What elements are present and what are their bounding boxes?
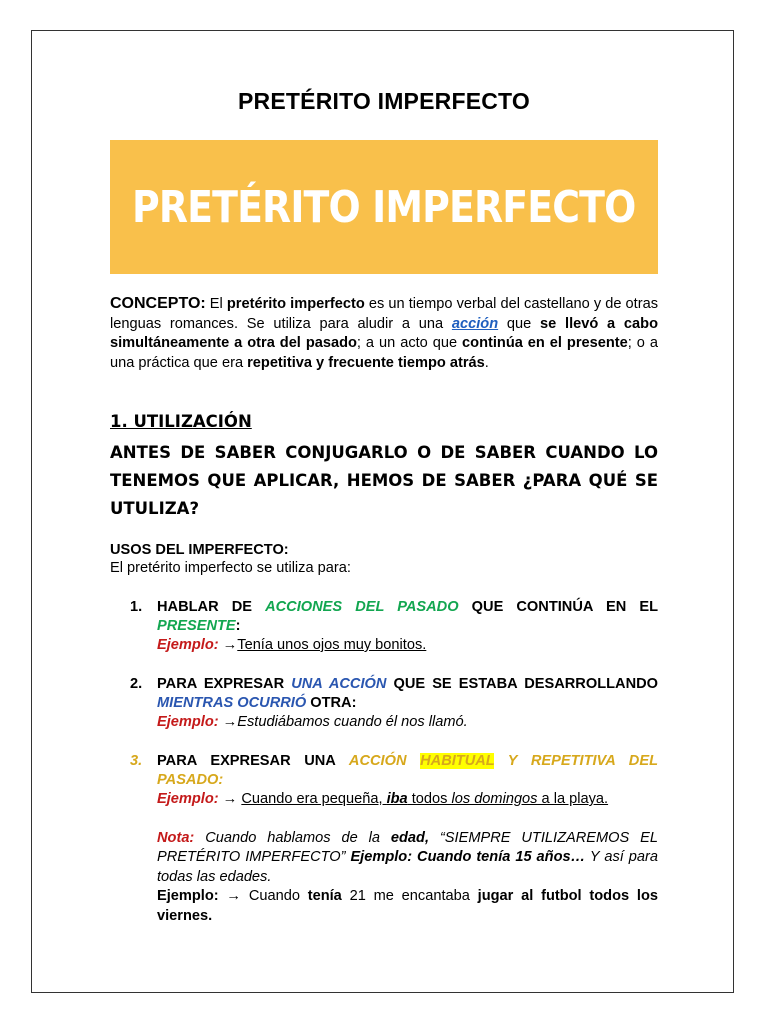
example-label: Ejemplo: <box>157 888 219 905</box>
concept-bold: se llevó a cabo simultáneamente a otra del pasado <box>110 315 658 352</box>
concept-paragraph <box>110 294 658 373</box>
accion-link[interactable]: acción <box>451 315 499 332</box>
list-item <box>130 752 658 809</box>
usos-heading: USOS DEL IMPERFECTO: <box>110 542 289 558</box>
arrow-icon: → <box>218 791 242 807</box>
concept-bold: repetitiva y frecuente tiempo atrás <box>247 354 485 371</box>
example-text: Tenía unos ojos muy bonitos. <box>237 637 427 653</box>
arrow-icon: → <box>218 637 238 653</box>
nota-bold: edad, <box>390 830 430 846</box>
example-label: Ejemplo: <box>157 791 219 807</box>
arrow-icon: → <box>218 888 249 905</box>
example-bold: jugar al futbol todos los viernes. <box>157 888 659 924</box>
title-banner-image <box>110 140 658 274</box>
item-highlight: Y REPETITIVA DEL PASADO: <box>157 753 658 788</box>
concept-text: ; o a una práctica que era <box>110 335 658 371</box>
example-part: los domingos <box>451 791 538 807</box>
nota-bold: Ejemplo: Cuando tenía 15 años… <box>350 849 586 866</box>
page-title: PRETÉRITO IMPERFECTO <box>238 88 530 114</box>
nota-label: Nota: <box>157 830 195 846</box>
nota-paragraph <box>157 829 658 926</box>
usos-intro: El pretérito imperfecto se utiliza para: <box>110 560 351 576</box>
item-text: QUE SE ESTABA DESARROLLANDO <box>386 676 658 692</box>
example-label: Ejemplo: <box>157 714 219 730</box>
example-part: iba <box>386 791 408 807</box>
concept-text: es un tiempo verbal del castellano y de otras lenguas romances. Se utiliza para aludir a una <box>110 296 658 332</box>
item-highlight: ACCIONES DEL PASADO <box>265 599 459 615</box>
example-text: 21 me encantaba <box>341 888 478 905</box>
concept-text: que <box>498 315 541 332</box>
item-text: OTRA: <box>306 695 357 711</box>
example-bold: tenía <box>307 888 342 905</box>
example-text <box>241 791 608 807</box>
nota-text: Y así para todas las edades. <box>157 849 658 885</box>
nota-text: “SIEMPRE UTILIZAREMOS EL PRETÉRITO IMPERFECTO” <box>157 830 659 866</box>
item-highlight: UNA ACCIÓN <box>291 676 387 692</box>
list-item <box>130 675 658 732</box>
concept-bold: continúa en el presente <box>462 335 628 352</box>
example-part: a la playa. <box>537 791 609 807</box>
item-text: : <box>235 618 241 634</box>
example-text: Estudiábamos cuando él nos llamó. <box>237 714 468 730</box>
item-number: 1. <box>130 599 143 615</box>
item-text: HABLAR DE <box>157 599 266 615</box>
item-highlight: PRESENTE <box>157 618 236 634</box>
concept-text: El <box>205 296 227 312</box>
item-text: PARA EXPRESAR <box>157 676 292 692</box>
concept-text: . <box>484 354 489 371</box>
concept-label: CONCEPTO: <box>110 295 206 312</box>
example-part: todos <box>407 791 452 807</box>
item-number: 2. <box>130 676 143 692</box>
list-item <box>130 598 658 655</box>
item-yellow-highlight: HABITUAL <box>420 753 495 769</box>
item-highlight: MIENTRAS OCURRIÓ <box>157 695 307 711</box>
concept-text: ; a un acto que <box>356 335 463 352</box>
nota-text: Cuando hablamos de la <box>194 830 391 846</box>
section-subheading: ANTES DE SABER CONJUGARLO O DE SABER CUANDO LO TENEMOS QUE APLICAR, HEMOS DE SABER ¿PARA QUÉ SE UTULIZA? <box>110 443 658 518</box>
example-text: Cuando <box>248 888 308 905</box>
section-heading: 1. UTILIZACIÓN <box>110 412 252 431</box>
item-text: QUE CONTINÚA EN EL <box>458 599 658 615</box>
item-text: PARA EXPRESAR UNA <box>157 753 349 769</box>
arrow-icon: → <box>218 714 238 730</box>
banner-text: PRETÉRITO IMPERFECTO <box>132 181 636 233</box>
example-part: Cuando era pequeña, <box>241 791 387 807</box>
example-label: Ejemplo: <box>157 637 219 653</box>
item-number: 3. <box>130 753 143 769</box>
concept-bold: pretérito imperfecto <box>226 296 365 312</box>
item-highlight: ACCIÓN <box>348 753 407 769</box>
